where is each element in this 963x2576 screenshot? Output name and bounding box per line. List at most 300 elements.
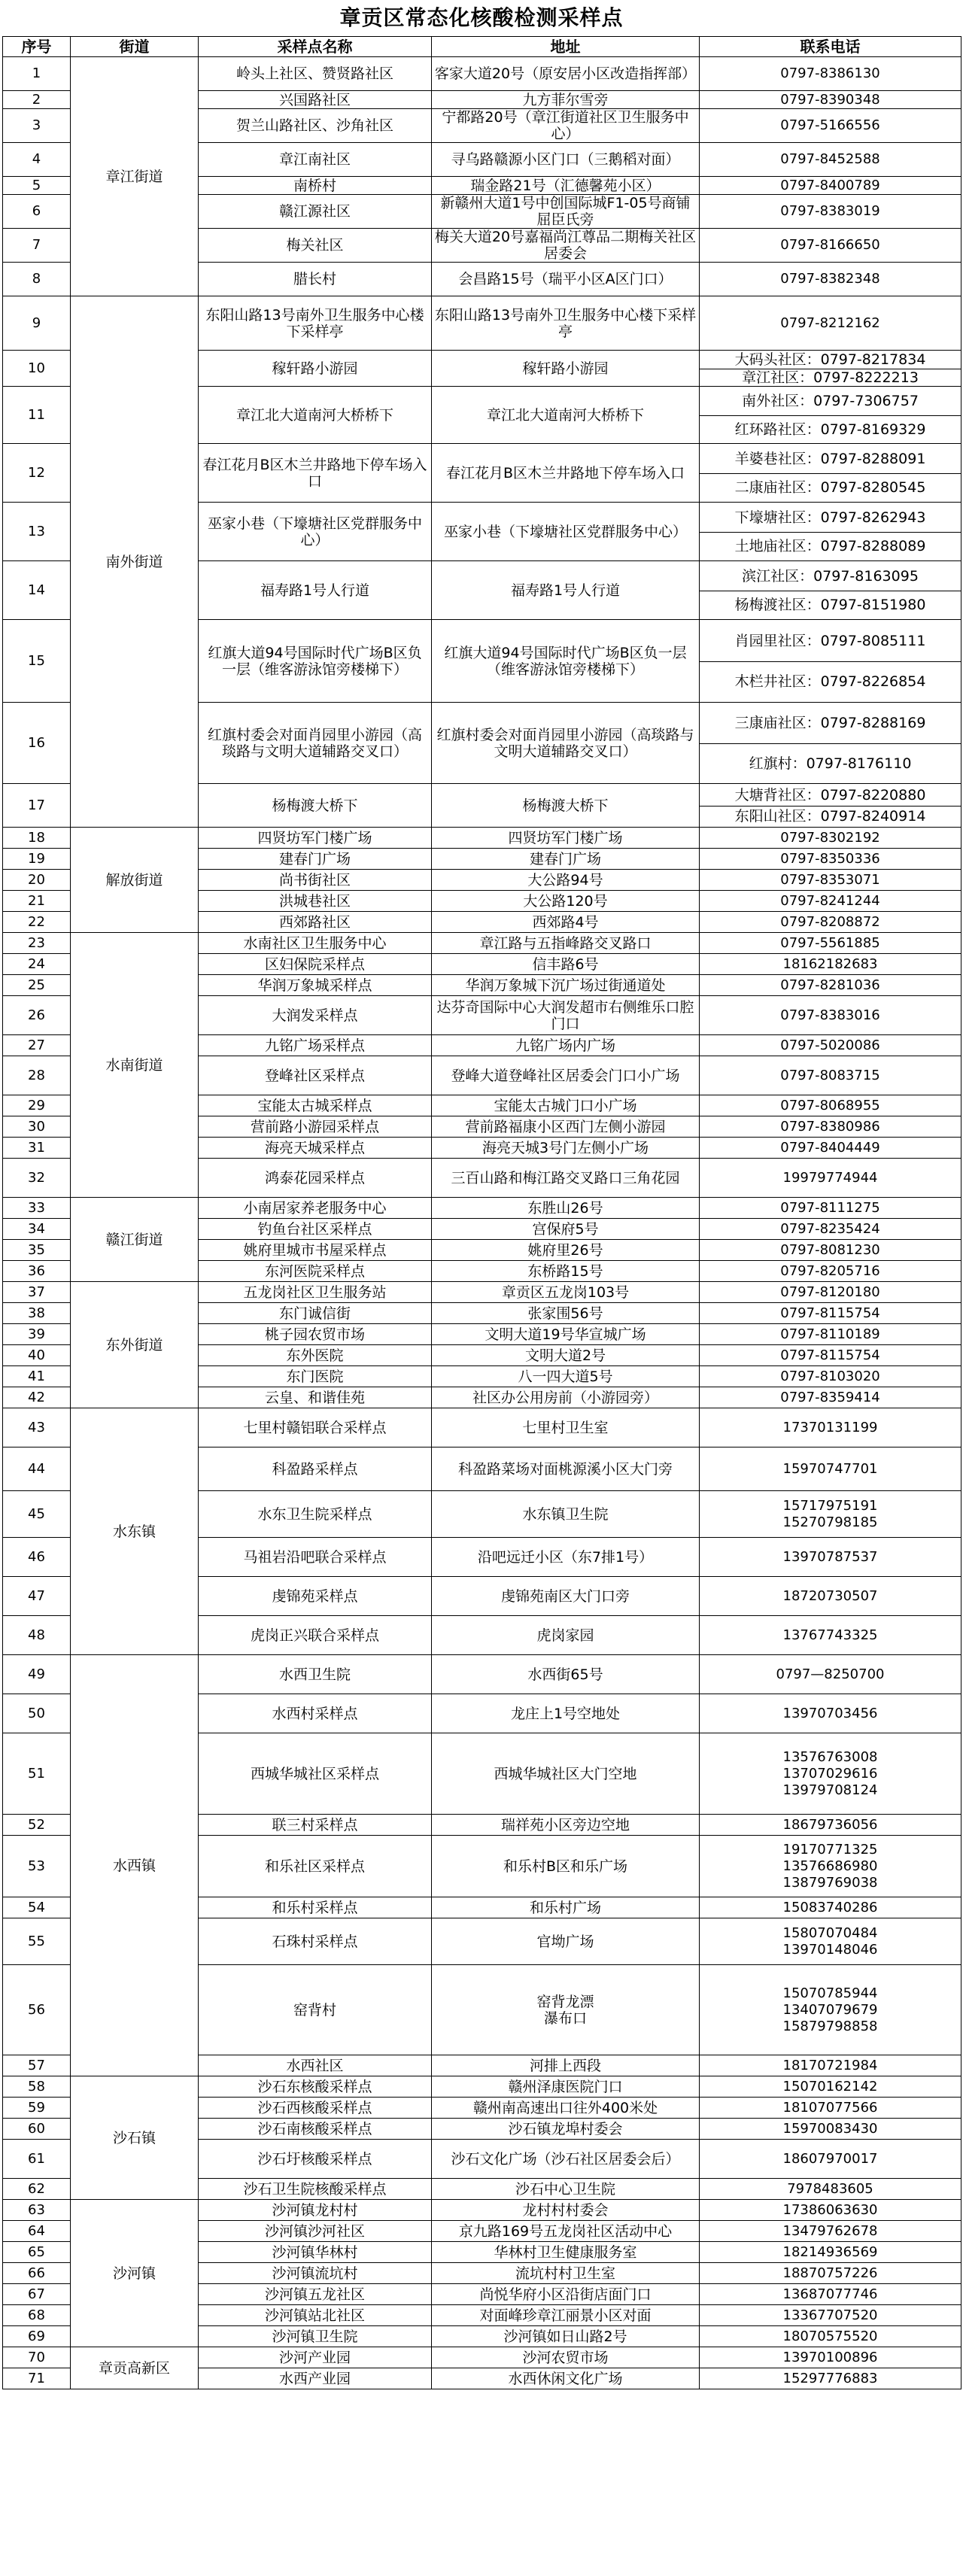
street-name: 南外街道	[71, 296, 199, 828]
address: 张家围56号	[432, 1303, 700, 1324]
phone: 0797-8302192	[700, 828, 961, 849]
phone-list	[700, 1733, 961, 1815]
phone: 15970747701	[700, 1447, 961, 1491]
row-number: 3	[3, 109, 71, 143]
site-name: 沙河镇龙村村	[199, 2200, 432, 2221]
phone: 0797-8205716	[700, 1261, 961, 1282]
row-number: 50	[3, 1694, 71, 1733]
address: 文明大道2号	[432, 1345, 700, 1366]
address: 七里村卫生室	[432, 1408, 700, 1447]
row-number: 2	[3, 91, 71, 109]
phone: 15070162142	[700, 2076, 961, 2098]
phone-entry: 三康庙社区：0797-8288169	[734, 715, 926, 731]
address: 沙石镇龙埠村委会	[432, 2119, 700, 2140]
site-name: 南桥村	[199, 177, 432, 195]
phone-entry: 大塘背社区：0797-8220880	[734, 786, 926, 803]
street-name: 东外街道	[71, 1282, 199, 1408]
site-name: 东门诚信街	[199, 1303, 432, 1324]
site-name: 尚书街社区	[199, 870, 432, 891]
row-number: 17	[3, 784, 71, 828]
phone: 17370131199	[700, 1408, 961, 1447]
address: 八一四大道5号	[432, 1366, 700, 1387]
site-name: 东外医院	[199, 1345, 432, 1366]
phone-entry: 大码头社区：0797-8217834	[734, 351, 926, 368]
phone-line: 15807070484	[782, 1924, 878, 1941]
row-number: 28	[3, 1056, 71, 1095]
phone: 0797-8390348	[700, 91, 961, 109]
address: 赣州南高速出口往外400米处	[432, 2098, 700, 2119]
row-number: 31	[3, 1138, 71, 1159]
column-header-address: 地址	[432, 37, 700, 57]
address: 水西休闲文化广场	[432, 2368, 700, 2389]
phone-entry: 下壕塘社区：0797-8262943	[734, 509, 926, 526]
street-name: 解放街道	[71, 828, 199, 933]
site-name: 沙河镇站北社区	[199, 2305, 432, 2326]
site-name: 四贤坊军门楼广场	[199, 828, 432, 849]
row-number: 61	[3, 2140, 71, 2179]
site-name: 鸿泰花园采样点	[199, 1159, 432, 1198]
phone: 7978483605	[700, 2179, 961, 2200]
site-name: 窑背村	[199, 1965, 432, 2055]
site-name: 和乐社区采样点	[199, 1836, 432, 1897]
address: 和乐村广场	[432, 1897, 700, 1918]
site-name: 东河医院采样点	[199, 1261, 432, 1282]
row-number: 11	[3, 387, 71, 444]
phone: 0797-8166650	[700, 229, 961, 263]
address: 姚府里26号	[432, 1240, 700, 1261]
site-name: 沙河镇沙河社区	[199, 2221, 432, 2242]
phone-line: 19170771325	[782, 1841, 878, 1858]
site-name: 水西卫生院	[199, 1655, 432, 1694]
table-row	[3, 1282, 961, 1303]
site-name: 春江花月B区木兰井路地下停车场入口	[199, 444, 432, 503]
street-name: 沙石镇	[71, 2076, 199, 2200]
phone: 18870757226	[700, 2263, 961, 2284]
address: 和乐村B区和乐广场	[432, 1836, 700, 1897]
row-number: 69	[3, 2326, 71, 2347]
phone-list	[700, 387, 961, 444]
address: 华润万象城下沉广场过街通道处	[432, 975, 700, 996]
table-row	[3, 933, 961, 954]
phone: 15297776883	[700, 2368, 961, 2389]
street-name: 水东镇	[71, 1408, 199, 1655]
row-number: 43	[3, 1408, 71, 1447]
phone: 18107077566	[700, 2098, 961, 2119]
address: 科盈路菜场对面桃源溪小区大门旁	[432, 1447, 700, 1491]
table-body	[3, 57, 961, 2389]
site-name: 水南社区卫生服务中心	[199, 933, 432, 954]
street-name: 章江街道	[71, 57, 199, 296]
phone: 0797-8386130	[700, 57, 961, 91]
site-name: 沙石圩核酸采样点	[199, 2140, 432, 2179]
site-name: 登峰社区采样点	[199, 1056, 432, 1095]
address: 客家大道20号（原安居小区改造指挥部）	[432, 57, 700, 91]
address: 水西街65号	[432, 1655, 700, 1694]
phone: 0797-8115754	[700, 1345, 961, 1366]
site-name: 沙石东核酸采样点	[199, 2076, 432, 2098]
phone-entry: 肖园里社区：0797-8085111	[734, 632, 926, 649]
address: 瑞祥苑小区旁边空地	[432, 1815, 700, 1836]
row-number: 59	[3, 2098, 71, 2119]
phone: 0797-8120180	[700, 1282, 961, 1303]
address: 三百山路和梅江路交叉路口三角花园	[432, 1159, 700, 1198]
address: 西城华城社区大门空地	[432, 1733, 700, 1815]
site-name: 沙河镇流坑村	[199, 2263, 432, 2284]
address: 东桥路15号	[432, 1261, 700, 1282]
phone-entry: 章江社区：0797-8222213	[700, 369, 961, 386]
address: 尚悦华府小区沿街店面门口	[432, 2284, 700, 2305]
row-number: 29	[3, 1095, 71, 1116]
address: 东阳山路13号南外卫生服务中心楼下采样亭	[432, 296, 700, 351]
site-name: 东门医院	[199, 1366, 432, 1387]
phone: 0797-8081230	[700, 1240, 961, 1261]
phone: 0797-8383019	[700, 195, 961, 229]
row-number: 1	[3, 57, 71, 91]
row-number: 15	[3, 620, 71, 703]
phone: 13970100896	[700, 2347, 961, 2368]
site-name: 五龙岗社区卫生服务站	[199, 1282, 432, 1303]
address: 瑞金路21号（汇德馨苑小区）	[432, 177, 700, 195]
row-number: 40	[3, 1345, 71, 1366]
row-number: 18	[3, 828, 71, 849]
row-number: 9	[3, 296, 71, 351]
phone-line: 13576763008	[782, 1748, 878, 1765]
table-row	[3, 296, 961, 351]
site-name: 大润发采样点	[199, 996, 432, 1035]
phone: 18720730507	[700, 1577, 961, 1616]
address: 河排上西段	[432, 2055, 700, 2076]
row-number: 16	[3, 703, 71, 784]
phone: 0797-8400789	[700, 177, 961, 195]
phone-line: 13576686980	[782, 1858, 878, 1874]
address: 对面峰珍章江丽景小区对面	[432, 2305, 700, 2326]
row-number: 35	[3, 1240, 71, 1261]
site-name: 区妇保院采样点	[199, 954, 432, 975]
address: 西郊路4号	[432, 912, 700, 933]
row-number: 57	[3, 2055, 71, 2076]
address: 九铭广场内广场	[432, 1035, 700, 1056]
phone: 0797-8111275	[700, 1198, 961, 1219]
address: 京九路169号五龙岗社区活动中心	[432, 2221, 700, 2242]
address: 营前路福康小区西门左侧小游园	[432, 1116, 700, 1138]
table-row	[3, 1408, 961, 1447]
row-number: 36	[3, 1261, 71, 1282]
row-number: 25	[3, 975, 71, 996]
row-number: 71	[3, 2368, 71, 2389]
address: 流坑村村卫生室	[432, 2263, 700, 2284]
site-name: 水西村采样点	[199, 1694, 432, 1733]
row-number: 22	[3, 912, 71, 933]
row-number: 23	[3, 933, 71, 954]
phone: 0797-8383016	[700, 996, 961, 1035]
phone: 0797-8350336	[700, 849, 961, 870]
phone-line: 15270798185	[782, 1514, 878, 1530]
address: 寻乌路赣源小区门口（三鹅稻对面）	[432, 143, 700, 177]
table-row	[3, 828, 961, 849]
site-name: 联三村采样点	[199, 1815, 432, 1836]
phone-list	[700, 1491, 961, 1538]
phone-line: 15879798858	[782, 2018, 878, 2034]
address: 虔锦苑南区大门口旁	[432, 1577, 700, 1616]
phone: 0797-8241244	[700, 891, 961, 912]
address: 福寿路1号人行道	[432, 561, 700, 620]
row-number: 39	[3, 1324, 71, 1345]
site-name: 虎岗正兴联合采样点	[199, 1616, 432, 1655]
table-row	[3, 1198, 961, 1219]
site-name: 姚府里城市书屋采样点	[199, 1240, 432, 1261]
phone-line: 15717975191	[782, 1497, 878, 1514]
row-number: 45	[3, 1491, 71, 1538]
address	[432, 1965, 700, 2055]
site-name: 马祖岩沿吧联合采样点	[199, 1538, 432, 1577]
address: 官坳广场	[432, 1918, 700, 1965]
site-name: 红旗村委会对面肖园里小游园（高琰路与文明大道辅路交叉口）	[199, 703, 432, 784]
phone-entry: 羊婆巷社区：0797-8288091	[734, 450, 926, 467]
site-name: 沙河镇华林村	[199, 2242, 432, 2263]
site-name: 巫家小巷（下壕塘社区党群服务中心）	[199, 503, 432, 561]
site-name: 岭头上社区、赞贤路社区	[199, 57, 432, 91]
phone: 0797-5166556	[700, 109, 961, 143]
phone-list	[700, 1965, 961, 2055]
phone-list	[700, 703, 961, 784]
row-number: 24	[3, 954, 71, 975]
row-number: 56	[3, 1965, 71, 2055]
address: 龙村村村委会	[432, 2200, 700, 2221]
site-name: 水西产业园	[199, 2368, 432, 2389]
street-name: 沙河镇	[71, 2200, 199, 2347]
phone-entry: 南外社区：0797-7306757	[742, 393, 919, 409]
address: 九方菲尔雪旁	[432, 91, 700, 109]
address: 章江路与五指峰路交叉路口	[432, 933, 700, 954]
row-number: 58	[3, 2076, 71, 2098]
row-number: 68	[3, 2305, 71, 2326]
address: 章贡区五龙岗103号	[432, 1282, 700, 1303]
phone: 0797-8353071	[700, 870, 961, 891]
row-number: 65	[3, 2242, 71, 2263]
phone: 13479762678	[700, 2221, 961, 2242]
row-number: 66	[3, 2263, 71, 2284]
phone-line: 13407079679	[782, 2001, 878, 2018]
site-name: 腊长村	[199, 263, 432, 296]
phone: 18070575520	[700, 2326, 961, 2347]
row-number: 8	[3, 263, 71, 296]
phone: 17386063630	[700, 2200, 961, 2221]
address-line: 窑背龙漂	[536, 1993, 594, 2010]
phone: 0797-8083715	[700, 1056, 961, 1095]
site-name: 红旗大道94号国际时代广场B区负一层（维客游泳馆旁楼梯下）	[199, 620, 432, 703]
address: 新赣州大道1号中创国际城F1-05号商铺屈臣氏旁	[432, 195, 700, 229]
row-number: 7	[3, 229, 71, 263]
row-number: 63	[3, 2200, 71, 2221]
address: 宁都路20号（章江街道社区卫生服务中心）	[432, 109, 700, 143]
row-number: 64	[3, 2221, 71, 2242]
address: 沙石文化广场（沙石社区居委会后）	[432, 2140, 700, 2179]
address: 沿吧远迁小区（东7排1号）	[432, 1538, 700, 1577]
address: 梅关大道20号嘉福尚江尊品二期梅关社区居委会	[432, 229, 700, 263]
address: 宫保府5号	[432, 1219, 700, 1240]
phone-line: 13979708124	[782, 1782, 878, 1798]
phone-list	[700, 1836, 961, 1897]
row-number: 14	[3, 561, 71, 620]
phone-line: 15070785944	[782, 1985, 878, 2001]
row-number: 34	[3, 1219, 71, 1240]
site-name: 华润万象城采样点	[199, 975, 432, 996]
address: 稼轩路小游园	[432, 351, 700, 387]
phone: 13970703456	[700, 1694, 961, 1733]
phone: 0797-8404449	[700, 1138, 961, 1159]
row-number: 44	[3, 1447, 71, 1491]
address: 登峰大道登峰社区居委会门口小广场	[432, 1056, 700, 1095]
phone: 0797-5561885	[700, 933, 961, 954]
phone-entry: 木栏井社区：0797-8226854	[700, 661, 961, 702]
row-number: 33	[3, 1198, 71, 1219]
phone-line: 13970148046	[782, 1941, 878, 1958]
site-name: 营前路小游园采样点	[199, 1116, 432, 1138]
phone-list	[700, 351, 961, 387]
site-name: 兴国路社区	[199, 91, 432, 109]
site-name: 七里村赣铝联合采样点	[199, 1408, 432, 1447]
site-name: 沙河产业园	[199, 2347, 432, 2368]
row-number: 13	[3, 503, 71, 561]
row-number: 37	[3, 1282, 71, 1303]
phone: 18170721984	[700, 2055, 961, 2076]
row-number: 46	[3, 1538, 71, 1577]
phone: 0797-8359414	[700, 1387, 961, 1408]
column-header-phone: 联系电话	[700, 37, 961, 57]
address: 达芬奇国际中心大润发超市右侧维乐口腔门口	[432, 996, 700, 1035]
phone-entry: 二康庙社区：0797-8280545	[700, 473, 961, 502]
row-number: 49	[3, 1655, 71, 1694]
phone-list	[700, 561, 961, 620]
address-line: 瀑布口	[543, 2009, 587, 2027]
row-number: 62	[3, 2179, 71, 2200]
row-number: 67	[3, 2284, 71, 2305]
header-row	[3, 37, 961, 57]
address: 大公路94号	[432, 870, 700, 891]
column-header-number: 序号	[3, 37, 71, 57]
phone: 18607970017	[700, 2140, 961, 2179]
row-number: 10	[3, 351, 71, 387]
phone: 13767743325	[700, 1616, 961, 1655]
phone: 18679736056	[700, 1815, 961, 1836]
row-number: 52	[3, 1815, 71, 1836]
site-name: 石珠村采样点	[199, 1918, 432, 1965]
row-number: 54	[3, 1897, 71, 1918]
site-name: 梅关社区	[199, 229, 432, 263]
site-name: 沙石卫生院核酸采样点	[199, 2179, 432, 2200]
address: 宝能太古城门口小广场	[432, 1095, 700, 1116]
site-name: 沙石西核酸采样点	[199, 2098, 432, 2119]
row-number: 26	[3, 996, 71, 1035]
address: 华林村卫生健康服务室	[432, 2242, 700, 2263]
phone: 0797-8235424	[700, 1219, 961, 1240]
site-name: 虔锦苑采样点	[199, 1577, 432, 1616]
row-number: 42	[3, 1387, 71, 1408]
address: 杨梅渡大桥下	[432, 784, 700, 828]
site-name: 钓鱼台社区采样点	[199, 1219, 432, 1240]
row-number: 70	[3, 2347, 71, 2368]
address: 巫家小巷（下壕塘社区党群服务中心）	[432, 503, 700, 561]
site-name: 东阳山路13号南外卫生服务中心楼下采样亭	[199, 296, 432, 351]
row-number: 20	[3, 870, 71, 891]
site-name: 西城华城社区采样点	[199, 1733, 432, 1815]
sampling-sites-table	[2, 36, 961, 2389]
address: 沙河农贸市场	[432, 2347, 700, 2368]
row-number: 12	[3, 444, 71, 503]
phone: 13970787537	[700, 1538, 961, 1577]
phone: 18162182683	[700, 954, 961, 975]
phone: 0797—8250700	[700, 1655, 961, 1694]
site-name: 小南居家养老服务中心	[199, 1198, 432, 1219]
phone-list	[700, 1918, 961, 1965]
phone: 18214936569	[700, 2242, 961, 2263]
site-name: 和乐村采样点	[199, 1897, 432, 1918]
phone-entry: 红旗村：0797-8176110	[700, 743, 961, 783]
address: 大公路120号	[432, 891, 700, 912]
row-number: 21	[3, 891, 71, 912]
phone: 15083740286	[700, 1897, 961, 1918]
phone-entry: 土地庙社区：0797-8288089	[700, 532, 961, 560]
address: 信丰路6号	[432, 954, 700, 975]
address: 海亮天城3号门左侧小广场	[432, 1138, 700, 1159]
phone: 15970083430	[700, 2119, 961, 2140]
row-number: 6	[3, 195, 71, 229]
address: 红旗村委会对面肖园里小游园（高琰路与文明大道辅路交叉口）	[432, 703, 700, 784]
table-row	[3, 57, 961, 91]
phone-line: 13707029616	[782, 1765, 878, 1782]
row-number: 4	[3, 143, 71, 177]
phone-entry: 滨江社区：0797-8163095	[742, 567, 919, 585]
site-name: 云皇、和谐佳苑	[199, 1387, 432, 1408]
address: 四贤坊军门楼广场	[432, 828, 700, 849]
phone: 0797-8212162	[700, 296, 961, 351]
phone: 0797-8103020	[700, 1366, 961, 1387]
row-number: 32	[3, 1159, 71, 1198]
row-number: 55	[3, 1918, 71, 1965]
site-name: 杨梅渡大桥下	[199, 784, 432, 828]
phone: 19979774944	[700, 1159, 961, 1198]
phone-line: 13879769038	[782, 1874, 878, 1891]
address: 章江北大道南河大桥桥下	[432, 387, 700, 444]
table-row	[3, 2347, 961, 2368]
site-name: 沙河镇卫生院	[199, 2326, 432, 2347]
row-number: 48	[3, 1616, 71, 1655]
phone: 0797-8452588	[700, 143, 961, 177]
address: 虎岗家园	[432, 1616, 700, 1655]
phone-list	[700, 503, 961, 561]
phone-entry: 杨梅渡社区：0797-8151980	[700, 591, 961, 619]
row-number: 38	[3, 1303, 71, 1324]
phone-entry: 红环路社区：0797-8169329	[700, 415, 961, 443]
row-number: 60	[3, 2119, 71, 2140]
site-name: 洪城巷社区	[199, 891, 432, 912]
site-name: 贺兰山路社区、沙角社区	[199, 109, 432, 143]
site-name: 西郊路社区	[199, 912, 432, 933]
phone: 0797-5020086	[700, 1035, 961, 1056]
site-name: 宝能太古城采样点	[199, 1095, 432, 1116]
phone: 13687077746	[700, 2284, 961, 2305]
phone: 0797-8115754	[700, 1303, 961, 1324]
site-name: 科盈路采样点	[199, 1447, 432, 1491]
site-name: 水东卫生院采样点	[199, 1491, 432, 1538]
column-header-street: 街道	[71, 37, 199, 57]
site-name: 水西社区	[199, 2055, 432, 2076]
site-name: 沙河镇五龙社区	[199, 2284, 432, 2305]
row-number: 5	[3, 177, 71, 195]
row-number: 41	[3, 1366, 71, 1387]
street-name: 水西镇	[71, 1655, 199, 2076]
phone: 0797-8382348	[700, 263, 961, 296]
